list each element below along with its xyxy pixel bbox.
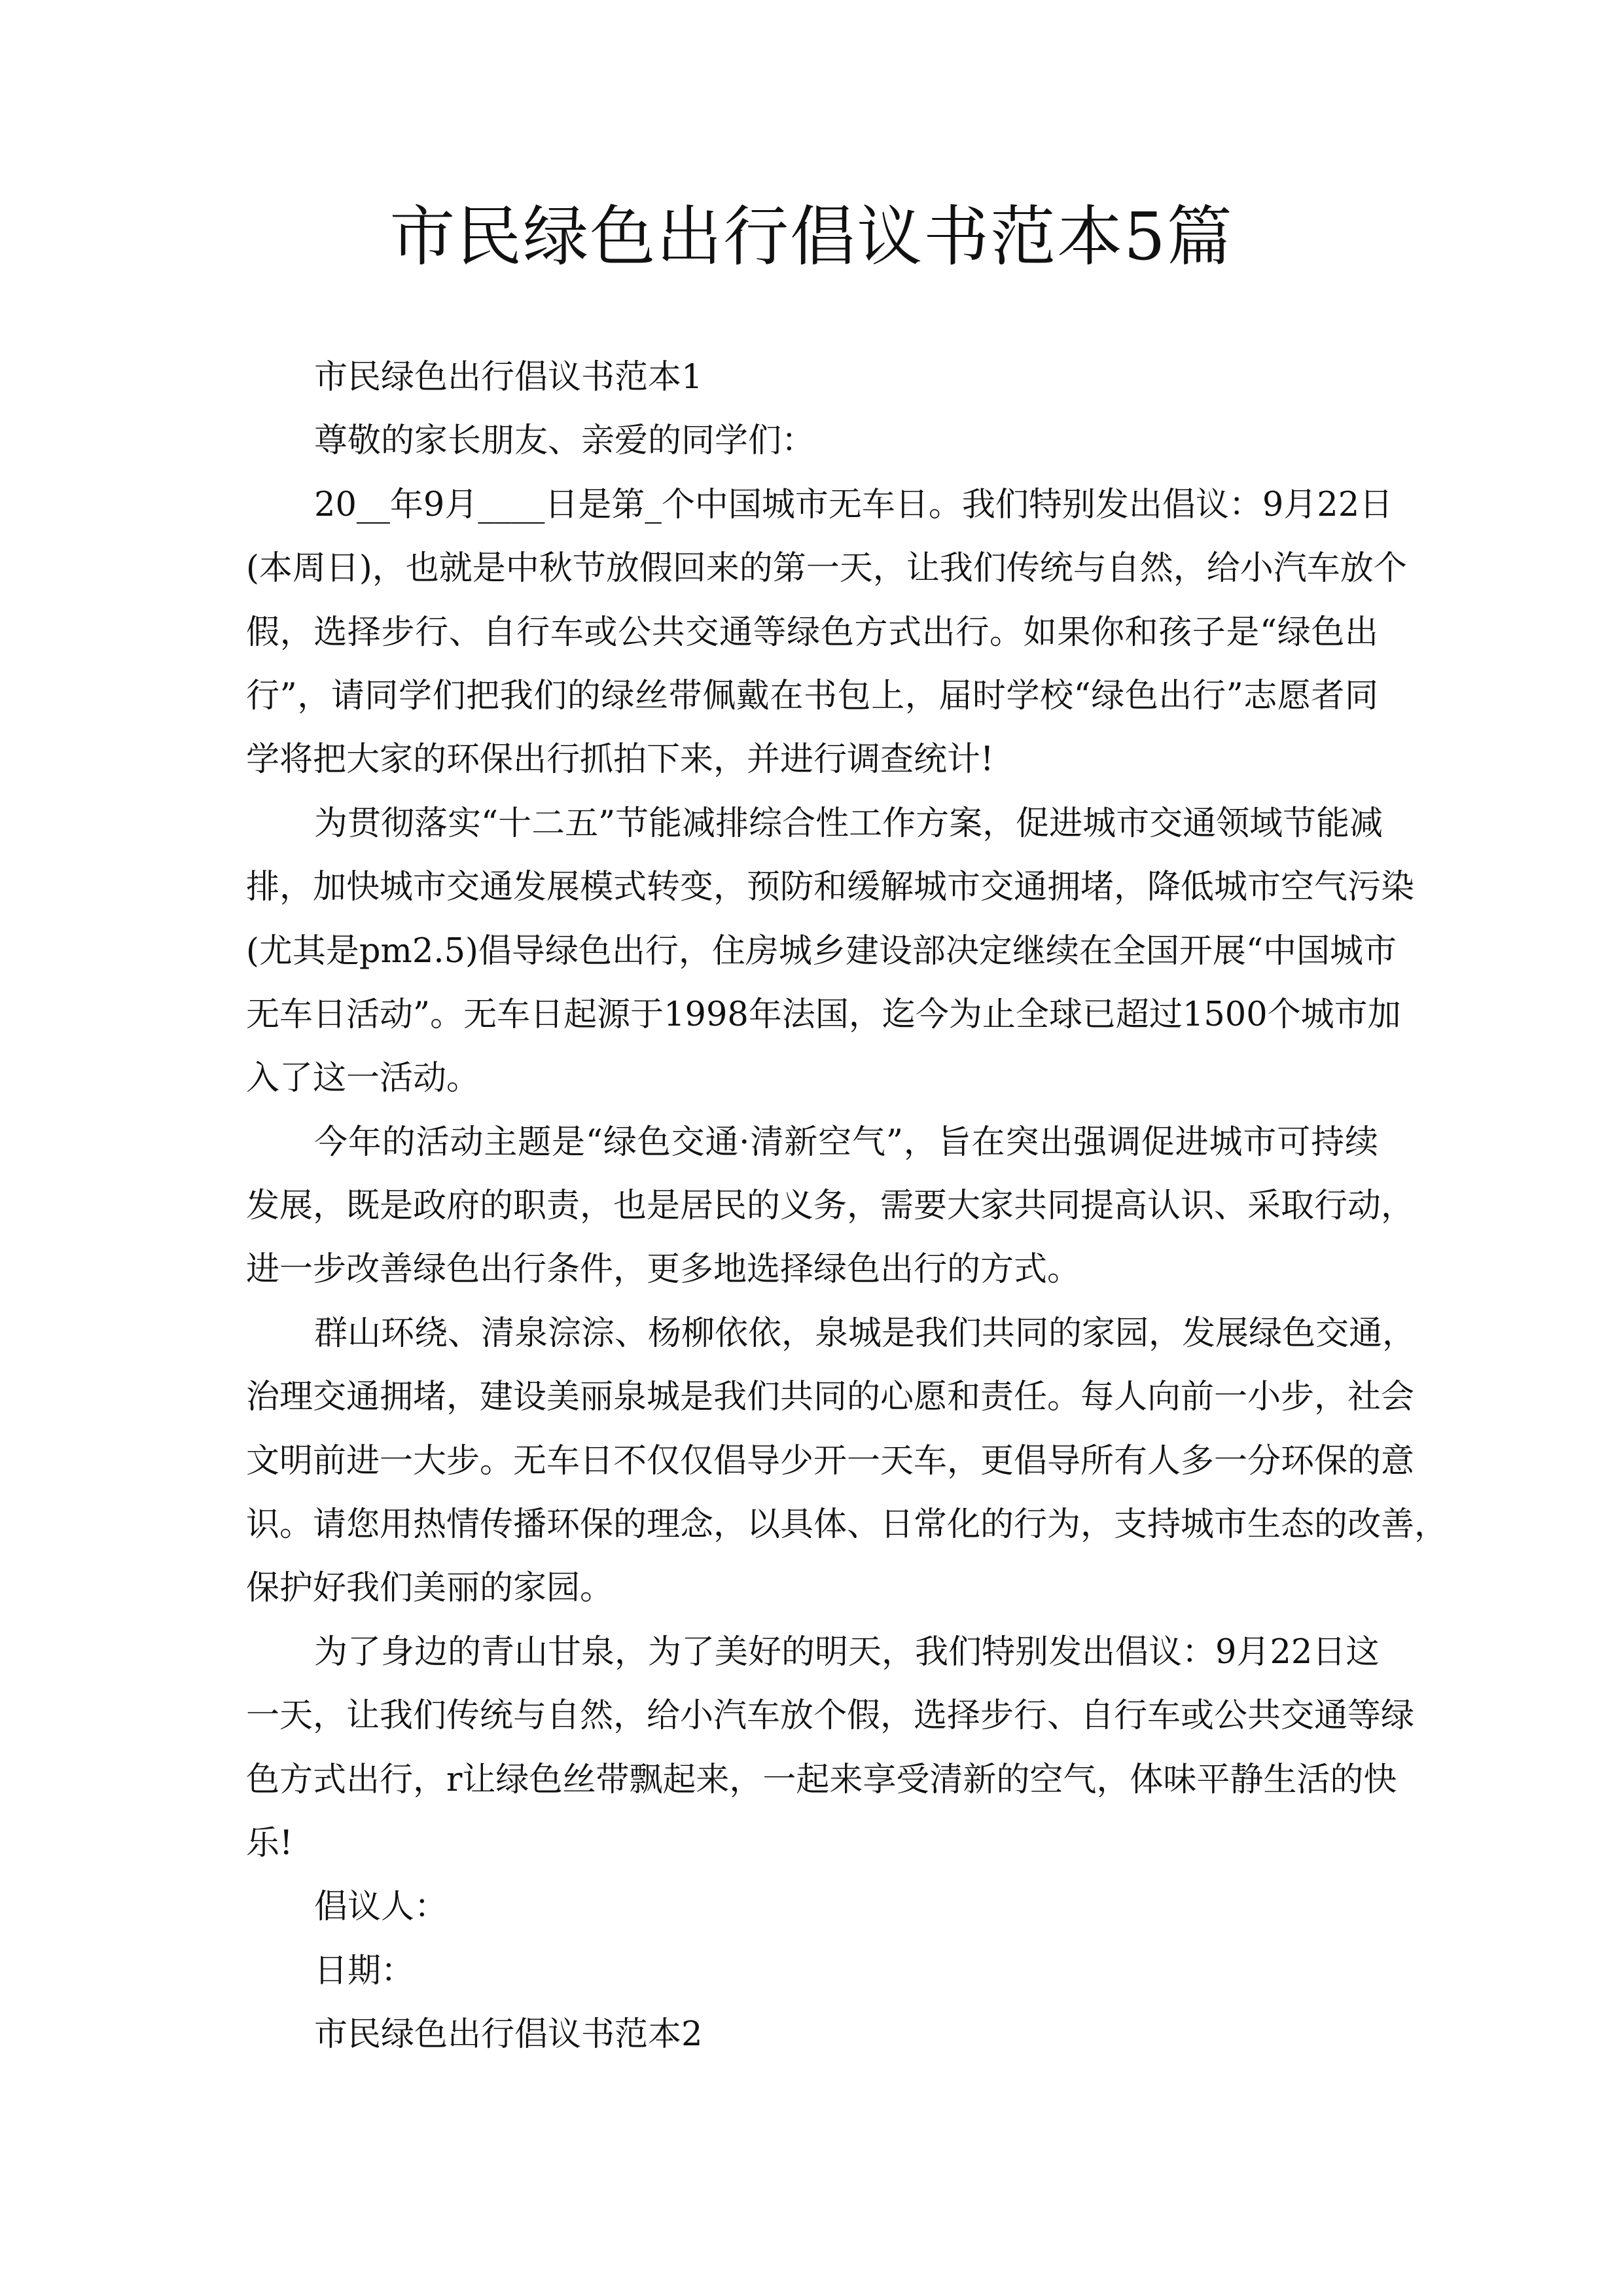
salutation: 尊敬的家长朋友、亲爱的同学们：	[314, 422, 815, 461]
paragraph-line: 进一步改善绿色出行条件，更多地选择绿色出行的方式。	[246, 1250, 1081, 1289]
paragraph-1	[246, 473, 1407, 792]
paragraph-line: 色方式出行，r让绿色丝带飘起来，一起来享受清新的空气，体味平静生活的快	[246, 1760, 1397, 1799]
document-title: 市民绿色出行倡议书范本5篇	[389, 198, 1234, 275]
paragraph-line: 为贯彻落实“十二五”节能减排综合性工作方案，促进城市交通领域节能减	[314, 804, 1383, 843]
paragraph-3	[246, 1111, 1415, 1302]
paragraph-line: 入了这一活动。	[246, 1059, 480, 1098]
paragraph-line: 发展，既是政府的职责，也是居民的义务，需要大家共同提高认识、采取行动，	[246, 1187, 1415, 1226]
paragraph-line: 一天，让我们传统与自然，给小汽车放个假，选择步行、自行车或公共交通等绿	[246, 1696, 1415, 1736]
paragraph-line: 行”，请同学们把我们的绿丝带佩戴在书包上，届时学校“绿色出行”志愿者同	[246, 676, 1378, 715]
initiator-label: 倡议人：	[314, 1888, 448, 1927]
paragraph-line: 乐!	[246, 1823, 293, 1863]
paragraph-4	[246, 1302, 1448, 1621]
paragraph-line: 为了身边的青山甘泉，为了美好的明天，我们特别发出倡议：9月22日这	[314, 1632, 1380, 1672]
paragraph-line: (本周日)，也就是中秋节放假回来的第一天，让我们传统与自然，给小汽车放个	[246, 549, 1407, 588]
section-heading: 市民绿色出行倡议书范本1	[314, 358, 703, 397]
paragraph-line: 治理交通拥堵，建设美丽泉城是我们共同的心愿和责任。每人向前一小步，社会	[246, 1378, 1415, 1417]
paragraph-line: 假，选择步行、自行车或公共交通等绿色方式出行。如果你和孩子是“绿色出	[246, 613, 1378, 652]
document-body	[246, 346, 1448, 2067]
paragraph-line: 文明前进一大步。无车日不仅仅倡导少开一天车，更倡导所有人多一分环保的意	[246, 1441, 1415, 1480]
paragraph-line: 今年的活动主题是“绿色交通·清新空气”，旨在突出强调促进城市可持续	[314, 1122, 1378, 1162]
paragraph-2	[246, 792, 1415, 1111]
date-label: 日期：	[314, 1951, 415, 1990]
paragraph-line: 无车日活动”。无车日起源于1998年法国，迄今为止全球已超过1500个城市加	[246, 995, 1401, 1034]
paragraph-line: 识。请您用热情传播环保的理念，以具体、日常化的行为，支持城市生态的改善，	[246, 1505, 1448, 1545]
paragraph-5	[246, 1621, 1415, 1876]
paragraph-line: 20__年9月____日是第_个中国城市无车日。我们特别发出倡议：9月22日	[314, 485, 1393, 524]
paragraph-line: 保护好我们美丽的家园。	[246, 1569, 614, 1608]
paragraph-line: 学将把大家的环保出行抓拍下来，并进行调查统计!	[246, 740, 994, 780]
paragraph-line: 排，加快城市交通发展模式转变，预防和缓解城市交通拥堵，降低城市空气污染	[246, 868, 1415, 907]
paragraph-line: (尤其是pm2.5)倡导绿色出行，住房城乡建设部决定继续在全国开展“中国城市	[246, 931, 1397, 971]
paragraph-line: 群山环绕、清泉淙淙、杨柳依依，泉城是我们共同的家园，发展绿色交通，	[314, 1314, 1416, 1353]
section-heading: 市民绿色出行倡议书范本2	[314, 2015, 703, 2054]
